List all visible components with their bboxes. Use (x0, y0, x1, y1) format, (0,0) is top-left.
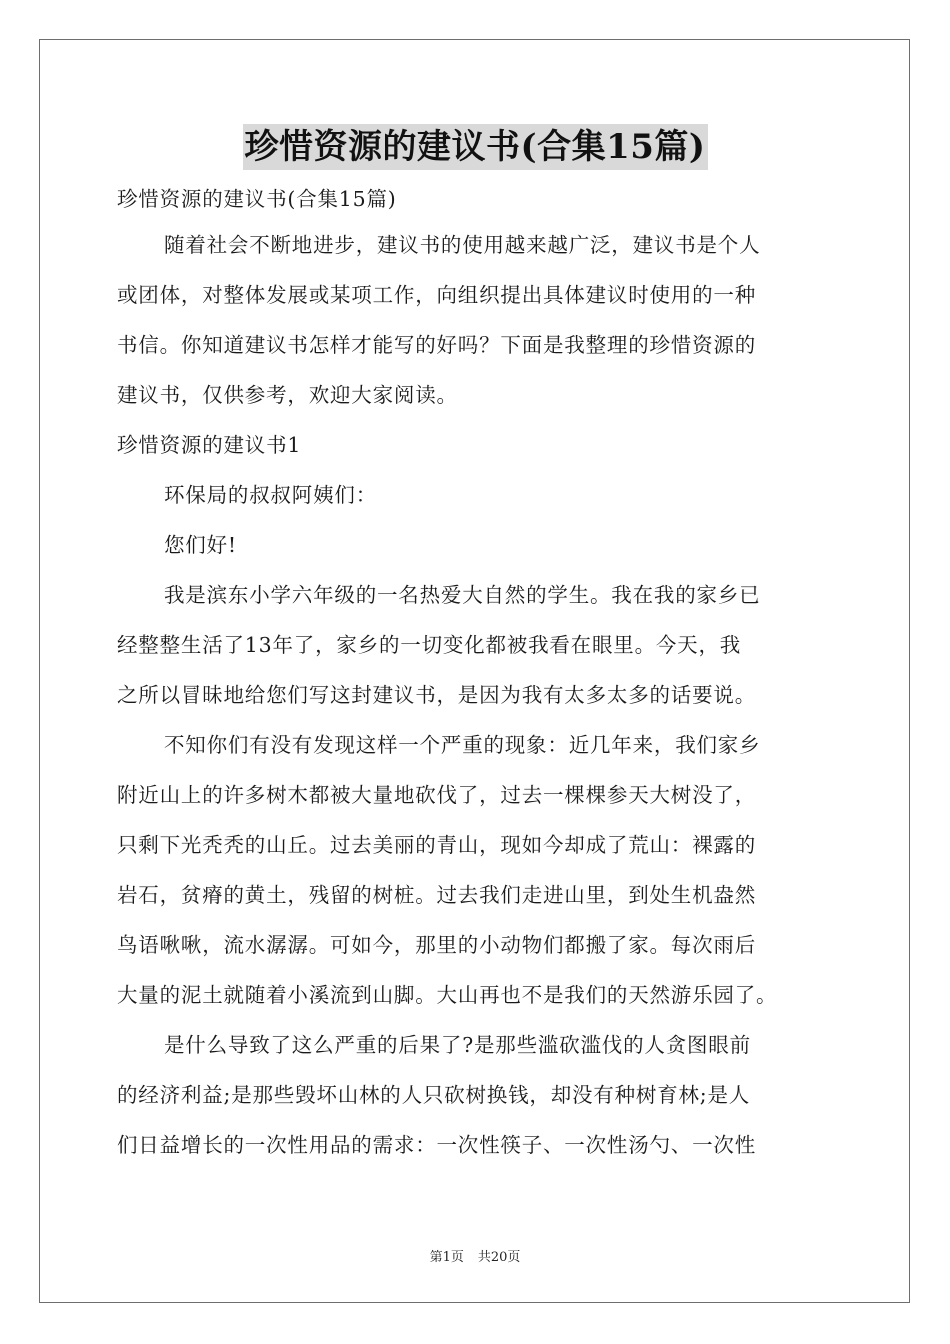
page-number: 第1页 (429, 1250, 464, 1265)
page-total: 共20页 (477, 1250, 521, 1265)
text-line: 或团体，对整体发展或某项工作，向组织提出具体建议时使用的一种 (117, 283, 756, 307)
document-title: 珍惜资源的建议书(合集15篇) (243, 124, 708, 170)
text-line: 附近山上的许多树木都被大量地砍伐了，过去一棵棵参天大树没了， (117, 783, 756, 807)
page-footer (0, 1246, 950, 1265)
title-container (0, 124, 950, 170)
text-line: 们日益增长的一次性用品的需求：一次性筷子、一次性汤勺、一次性 (117, 1133, 756, 1157)
text-line: 大量的泥土就随着小溪流到山脚。大山再也不是我们的天然游乐园了。 (117, 983, 778, 1007)
text-line: 不知你们有没有发现这样一个严重的现象：近几年来，我们家乡 (164, 733, 761, 757)
text-line: 只剩下光秃秃的山丘。过去美丽的青山，现如今却成了荒山：裸露的 (117, 833, 756, 857)
text-line: 岩石，贫瘠的黄土，残留的树桩。过去我们走进山里，到处生机盎然 (117, 883, 756, 907)
text-line: 经整整生活了13年了，家乡的一切变化都被我看在眼里。今天，我 (117, 633, 742, 657)
text-line: 的经济利益;是那些毁坏山林的人只砍树换钱，却没有种树育林;是人 (117, 1083, 751, 1107)
text-line: 随着社会不断地进步，建议书的使用越来越广泛，建议书是个人 (164, 233, 761, 257)
text-line: 鸟语啾啾，流水潺潺。可如今，那里的小动物们都搬了家。每次雨后 (117, 933, 756, 957)
text-line: 环保局的叔叔阿姨们： (164, 483, 377, 507)
text-line: 我是滨东小学六年级的一名热爱大自然的学生。我在我的家乡已 (164, 583, 761, 607)
text-line: 建议书，仅供参考，欢迎大家阅读。 (117, 383, 458, 407)
text-line: 是什么导致了这么严重的后果了?是那些滥砍滥伐的人贪图眼前 (164, 1033, 751, 1057)
text-line: 您们好! (164, 533, 237, 557)
text-line: 珍惜资源的建议书1 (117, 433, 302, 457)
text-line: 珍惜资源的建议书(合集15篇) (117, 187, 397, 211)
text-line: 书信。你知道建议书怎样才能写的好吗？下面是我整理的珍惜资源的 (117, 333, 756, 357)
text-line: 之所以冒昧地给您们写这封建议书，是因为我有太多太多的话要说。 (117, 683, 756, 707)
document-body (117, 178, 835, 1170)
